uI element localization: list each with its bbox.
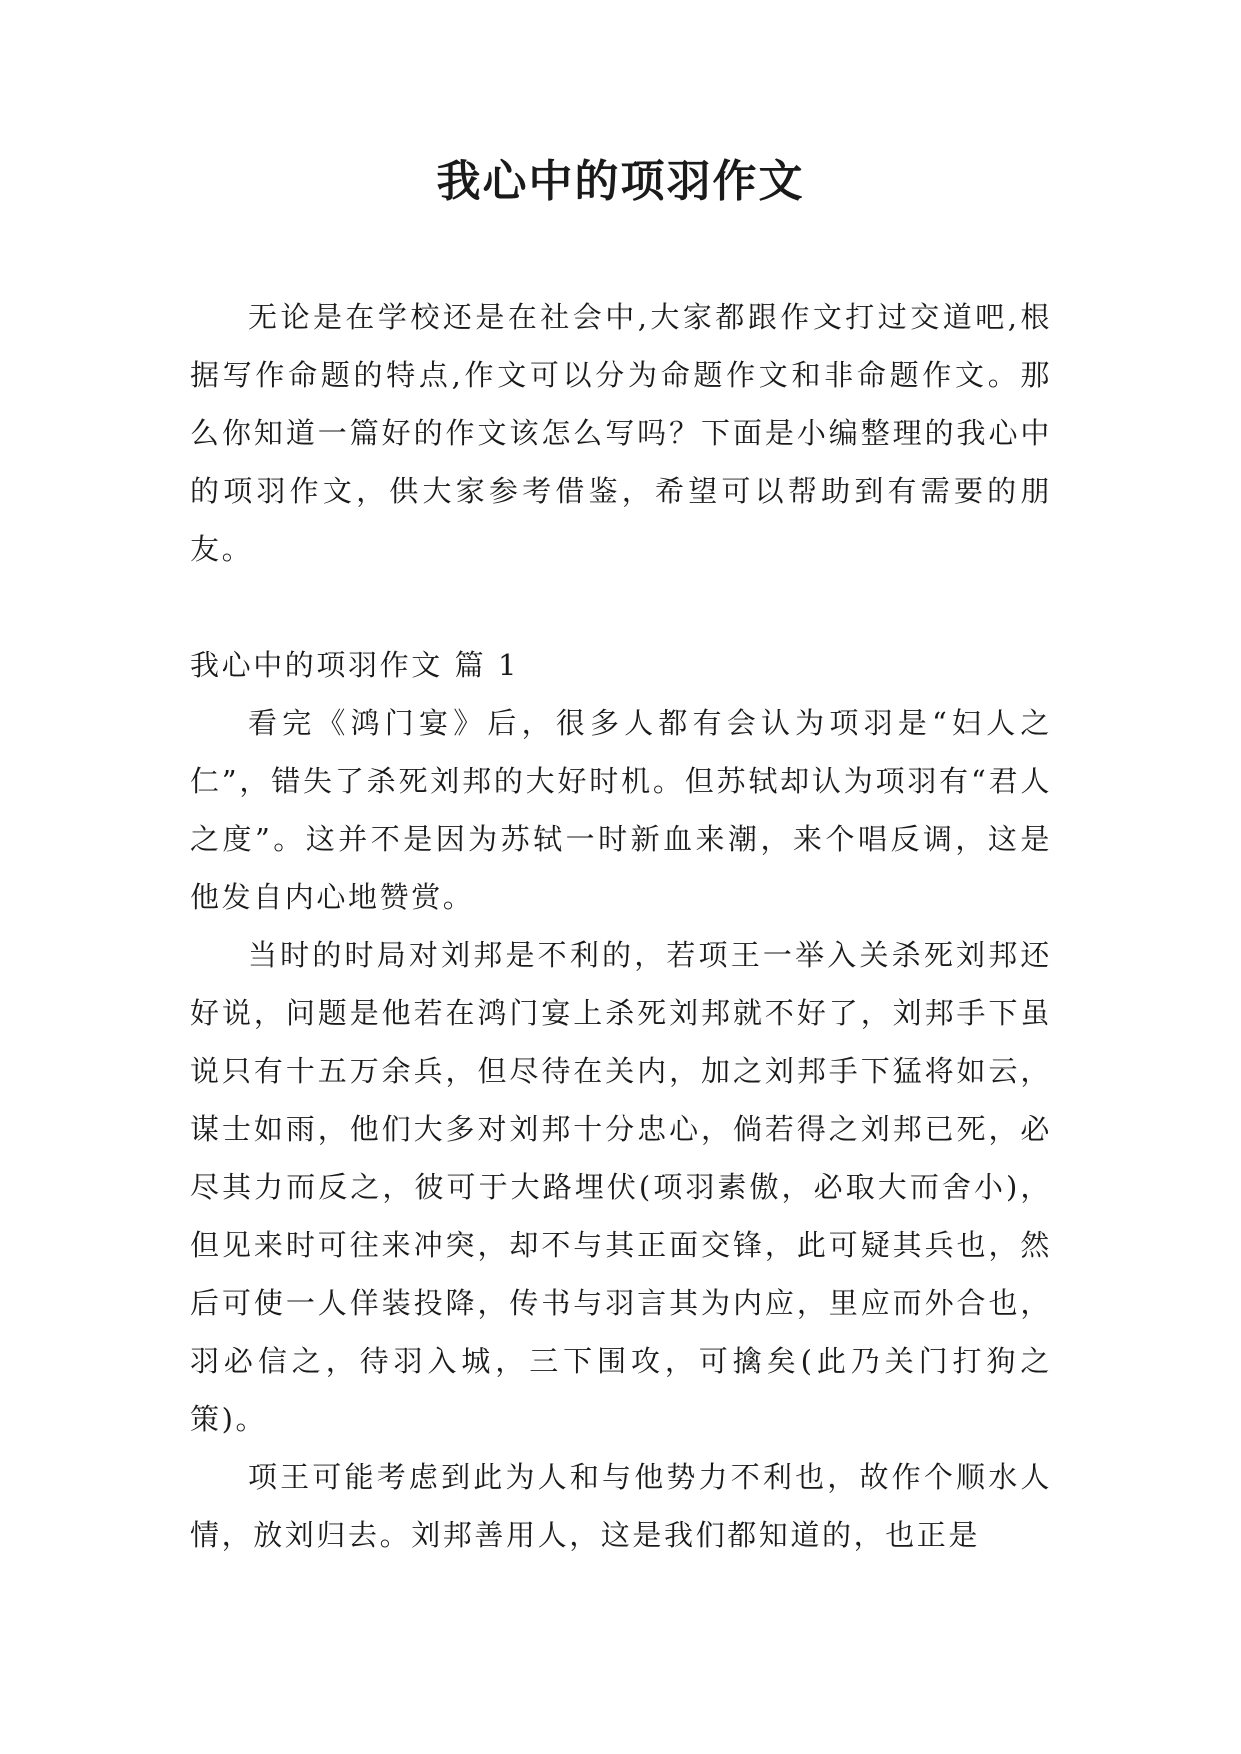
document-body (190, 288, 1052, 1564)
intro-paragraph: 无论是在学校还是在社会中,大家都跟作文打过交道吧,根据写作命题的特点,作文可以分为命题作文和非命题作文。那么你知道一篇好的作文该怎么写吗？下面是小编整理的我心中的项羽作文，供大家参考借鉴，希望可以帮助到有需要的朋友。 (190, 300, 1052, 566)
body-paragraph-3: 项王可能考虑到此为人和与他势力不利也，故作个顺水人情，放刘归去。刘邦善用人，这是我们都知道的，也正是 (190, 1460, 1052, 1552)
body-paragraph-1: 看完《鸿门宴》后，很多人都有会认为项羽是“妇人之仁”，错失了杀死刘邦的大好时机。但苏轼却认为项羽有“君人之度”。这并不是因为苏轼一时新血来潮，来个唱反调，这是他发自内心地赞赏。 (190, 706, 1052, 914)
body-paragraph-2: 当时的时局对刘邦是不利的，若项王一举入关杀死刘邦还好说，问题是他若在鸿门宴上杀死刘邦就不好了，刘邦手下虽说只有十五万余兵，但尽待在关内，加之刘邦手下猛将如云，谋士如雨，他们大多对刘邦十分忠心，倘若得之刘邦已死，必尽其力而反之，彼可于大路埋伏(项羽素傲，必取大而舍小)，但见来时可往来冲突，却不与其正面交锋，此可疑其兵也，然后可使一人佯装投降，传书与羽言其为内应，里应而外合也，羽必信之，待羽入城，三下围攻，可擒矣(此乃关门打狗之策)。 (190, 938, 1052, 1436)
section-heading: 我心中的项羽作文 篇 1 (190, 648, 520, 682)
document-title: 我心中的项羽作文 (436, 156, 805, 207)
paragraph-spacer (190, 578, 1052, 636)
